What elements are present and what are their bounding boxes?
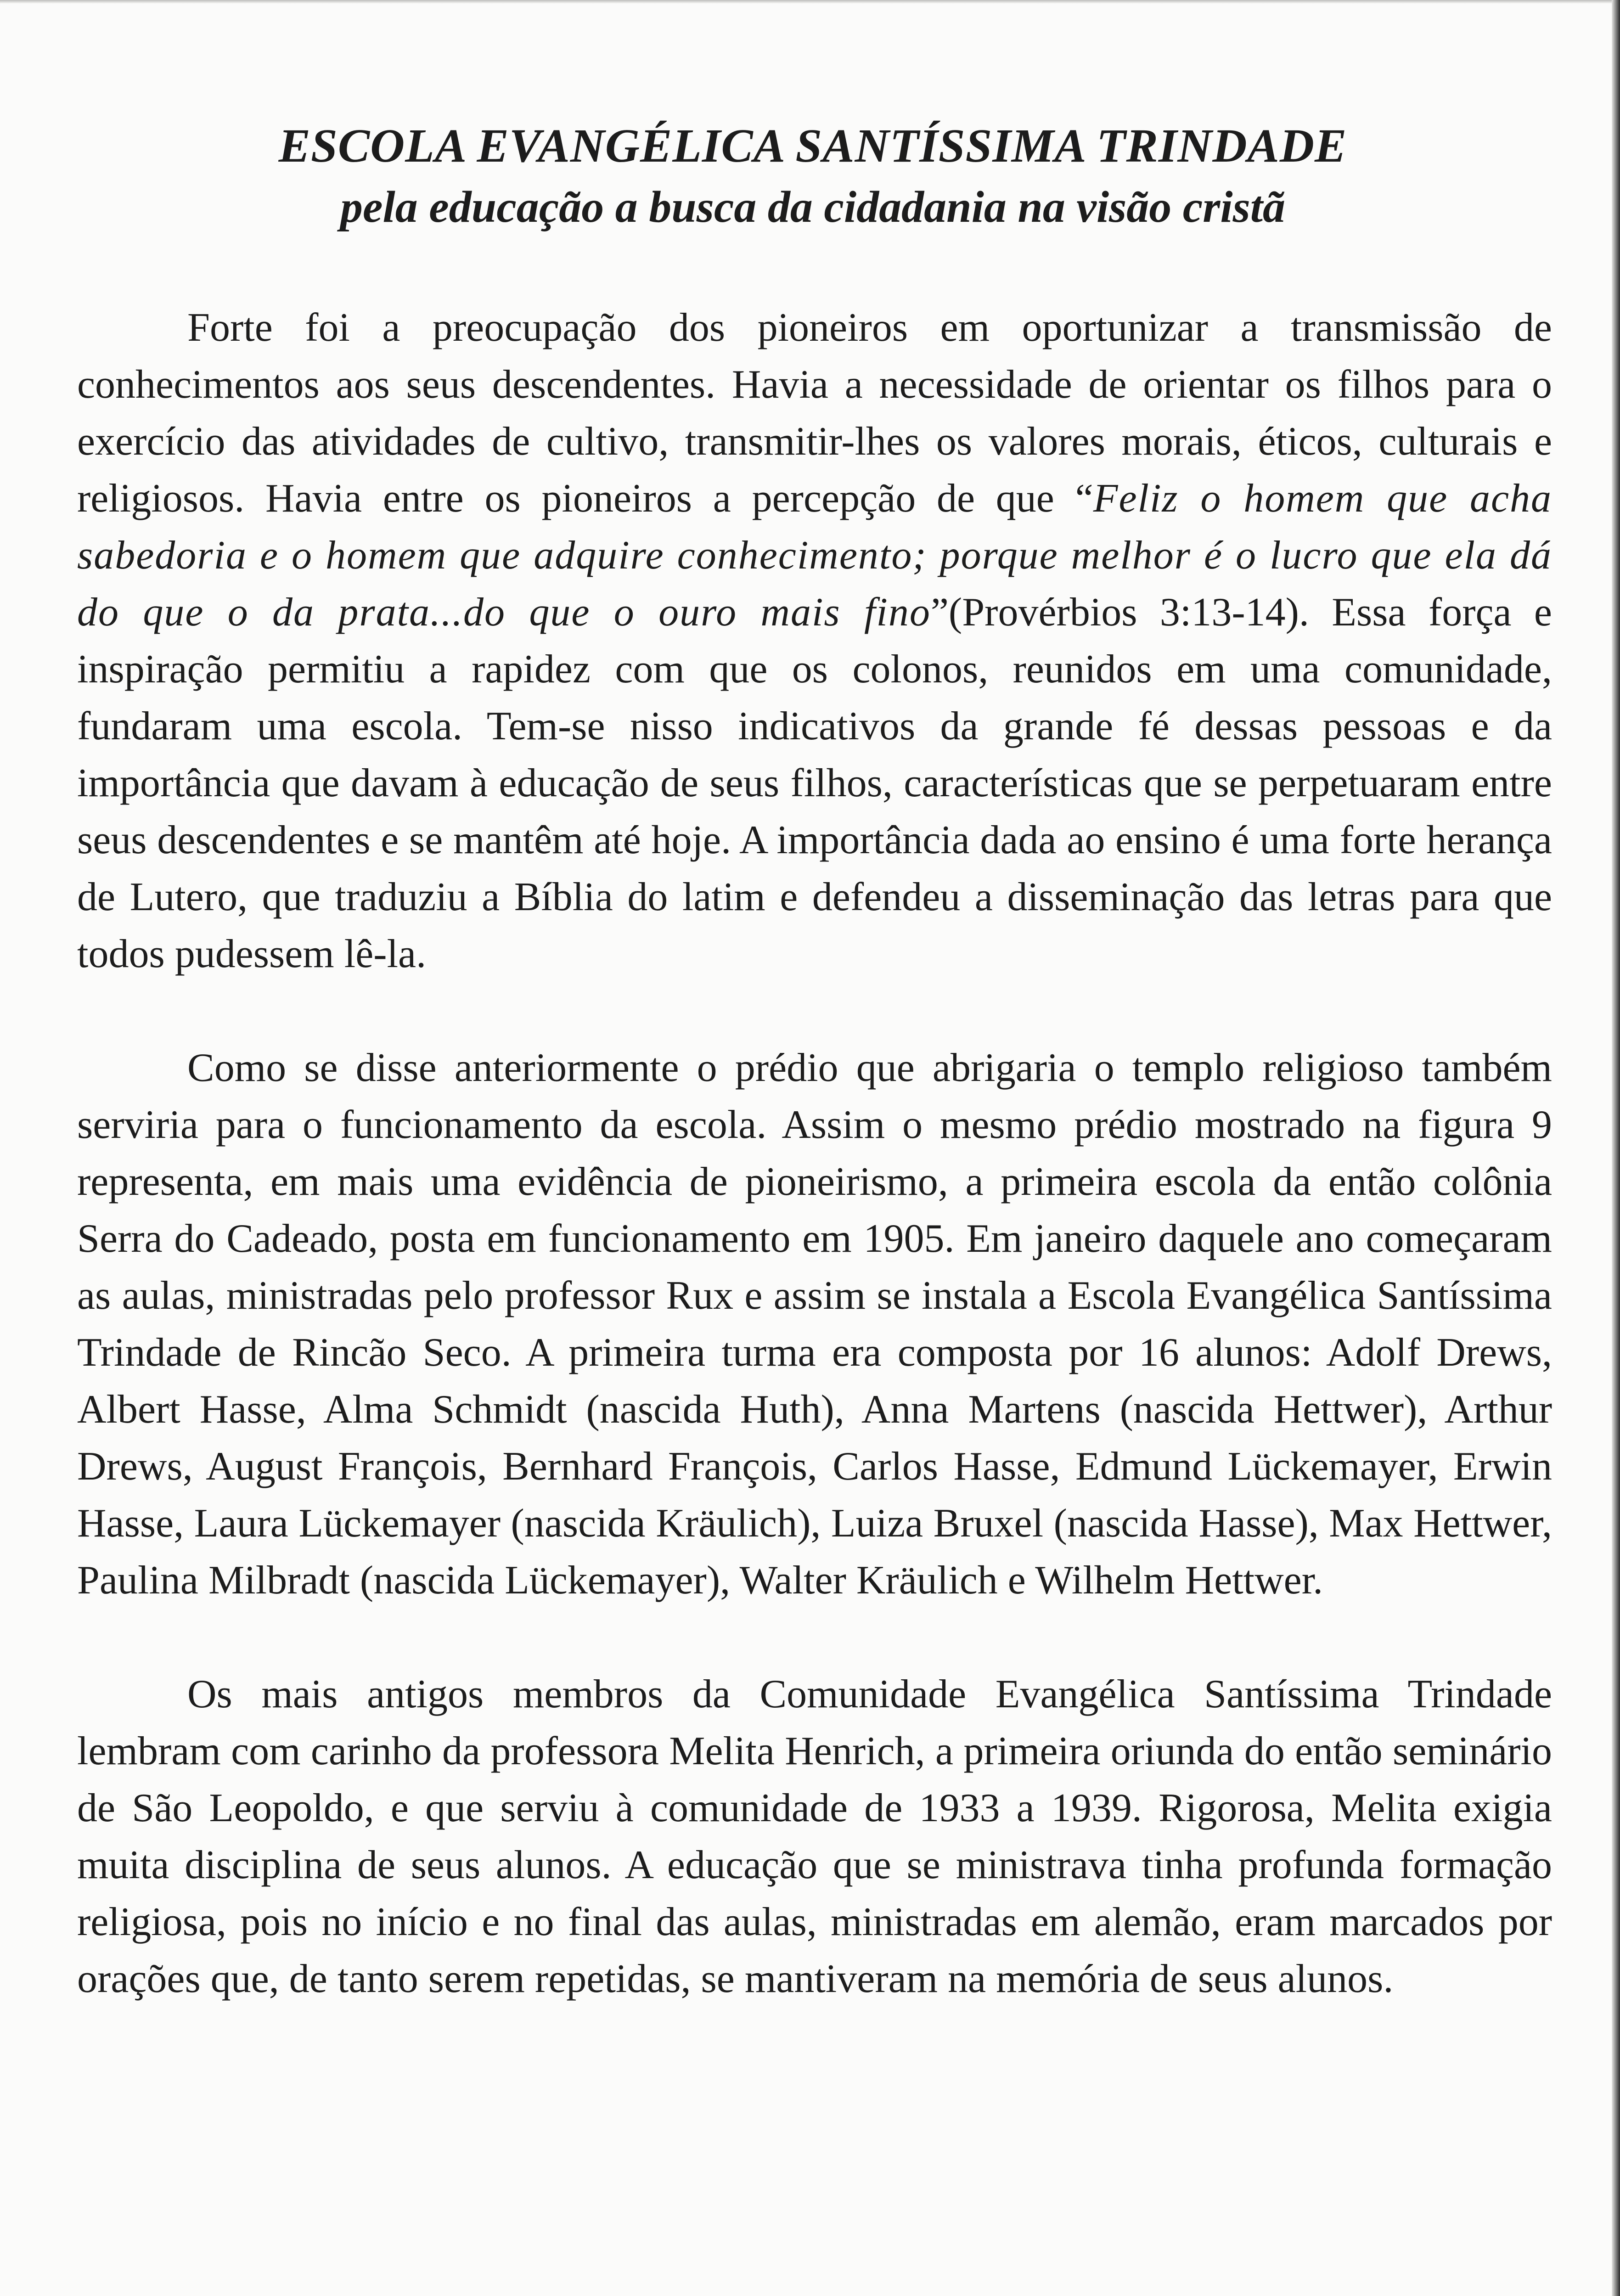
chapter-title: ESCOLA EVANGÉLICA SANTÍSSIMA TRINDADE bbox=[278, 119, 1347, 172]
paragraph-3: Os mais antigos membros da Comunidade Evangélica Santíssima Trindade lembram com carinho da professora Melita Henrich, a primeira oriunda do então seminário de São Leopoldo, e que serviu à comunidade de 1933 a 1939. Rigorosa, Melita exigia muita disciplina de seus alunos. A educação que se ministrava tinha profunda formação religiosa, pois no início e no final das aulas, ministradas em alemão, eram marcados por orações que, de tanto serem repetidas, se mantiveram na memória de seus alunos. bbox=[77, 1672, 1552, 2001]
chapter-subtitle: pela educação a busca da cidadania na visão cristã bbox=[340, 182, 1285, 232]
body-text bbox=[77, 299, 1552, 2008]
page-right-edge bbox=[1612, 0, 1620, 2296]
page-top-edge bbox=[0, 0, 1620, 4]
paragraph-1 bbox=[77, 299, 1552, 983]
chapter-header bbox=[78, 115, 1547, 237]
paragraph-2: Como se disse anteriormente o prédio que abrigaria o templo religioso também serviria para o funcionamento da escola. Assim o mesmo prédio mostrado na figura 9 representa, em mais uma evidência de pioneirismo, a primeira escola da então colônia Serra do Cadeado, posta em funcionamento em 1905. Em janeiro daquele ano começaram as aulas, ministradas pelo professor Rux e assim se instala a Escola Evangélica Santíssima Trindade de Rincão Seco. A primeira turma era composta por 16 alunos: Adolf Drews, Albert Hasse, Alma Schmidt (nascida Huth), Anna Martens (nascida Hettwer), Arthur Drews, August François, Bernhard François, Carlos Hasse, Edmund Lückemayer, Erwin Hasse, Laura Lückemayer (nascida Kräulich), Luiza Bruxel (nascida Hasse), Max Hettwer, Paulina Milbradt (nascida Lückemayer), Walter Kräulich e Wilhelm Hettwer. bbox=[77, 1046, 1552, 1603]
paragraph-1-rest: ”(Provérbios 3:13-14). Essa força e inspiração permitiu a rapidez com que os colonos, reunidos em uma comunidade, fundaram uma escola. Tem-se nisso indicativos da grande fé dessas pessoas e da importância que davam à educação de seus filhos, características que se perpetuaram entre seus descendentes e se mantêm até hoje. A importância dada ao ensino é uma forte herança de Lutero, que traduziu a Bíblia do latim e defendeu a disseminação das letras para que todos pudessem lê-la. bbox=[77, 590, 1552, 976]
bible-quote: Feliz o homem que acha sabedoria e o homem que adquire conhecimento; porque melhor é o lucro que ela dá do que o da prata...do que o ouro mais fino bbox=[77, 476, 1552, 635]
paragraph-1-intro: Forte foi a preocupação dos pioneiros em oportunizar a transmissão de conhecimentos aos seus descendentes. Havia a necessidade de orientar os filhos para o exercício das atividades de cultivo, transmitir-lhes os valores morais, éticos, culturais e religiosos. Havia entre os pioneiros a percepção de que “ bbox=[77, 305, 1552, 521]
